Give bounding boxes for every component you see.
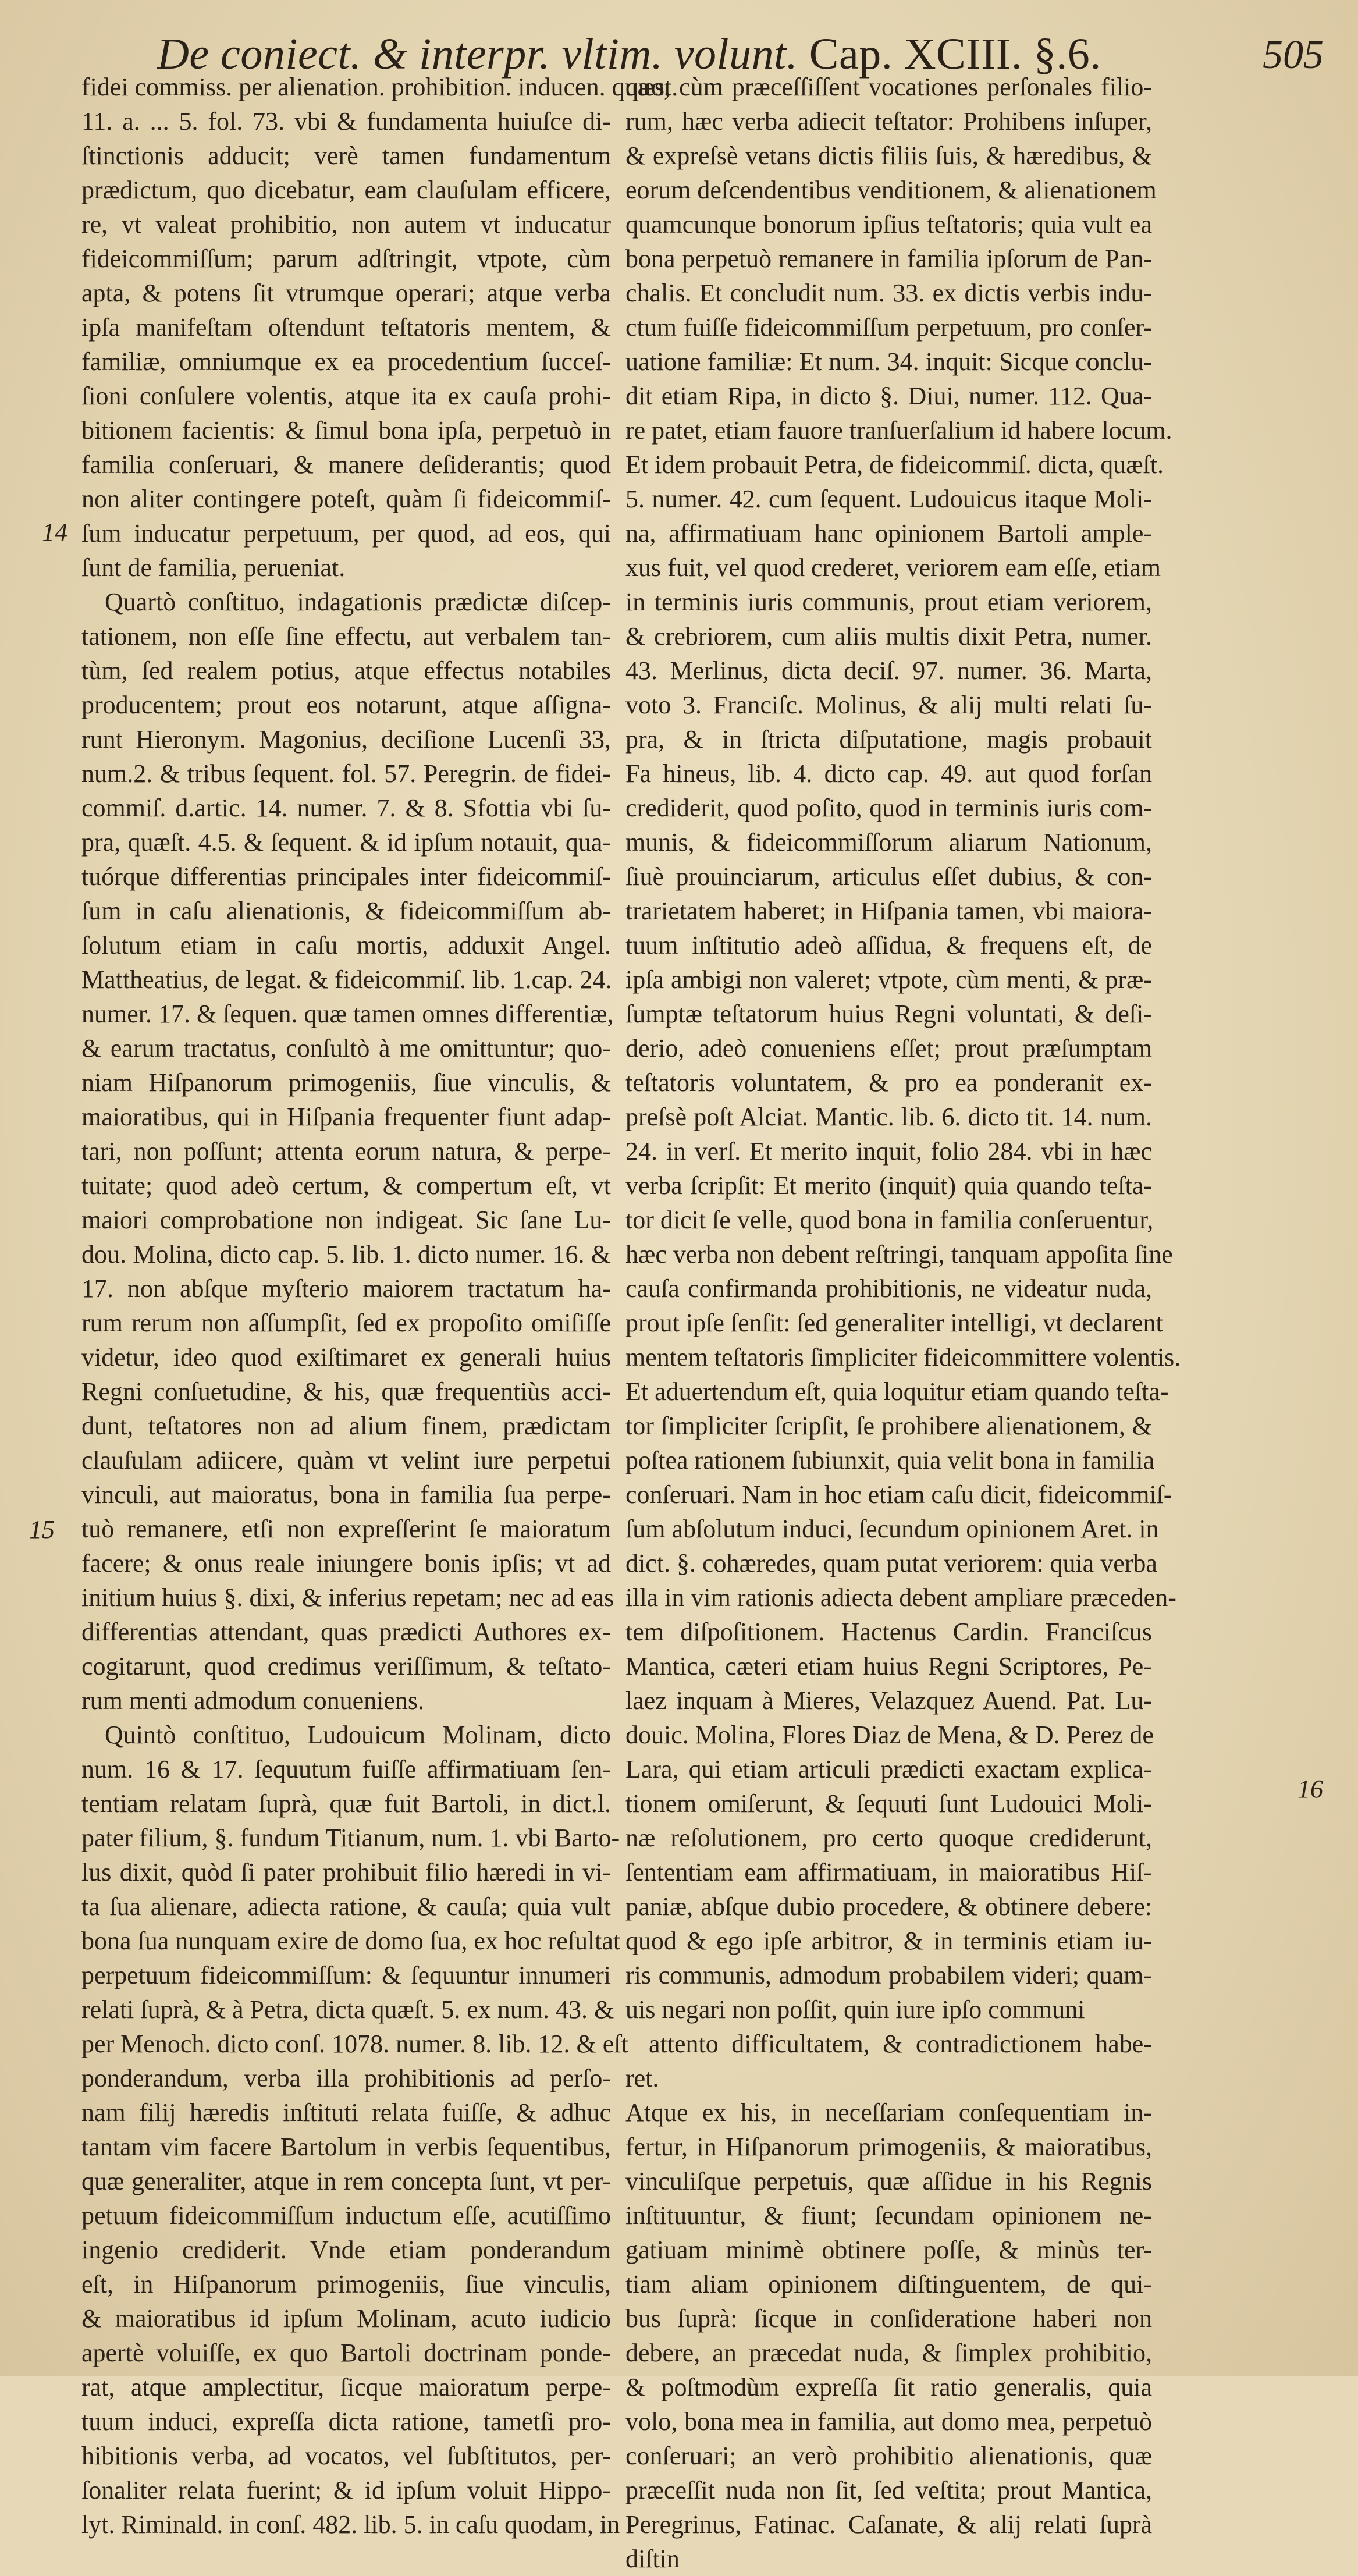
running-head-title: De coniect. & interpr. vltim. volunt.	[157, 30, 798, 79]
text-line: na, affirmatiuam hanc opinionem Bartoli ample-	[625, 519, 1152, 548]
text-line: ſioni conſulere volentis, atque ita ex cauſa prohi-	[81, 382, 611, 410]
text-line: 43. Merlinus, dicta deciſ. 97. numer. 36. Marta,	[625, 656, 1152, 685]
text-line: Peregrinus, Fatinac. Caſanate, & alij relati ſuprà	[625, 2510, 1152, 2539]
text-line: præceſſit nuda non ſit, ſed veſtita; prout Mantica,	[625, 2476, 1152, 2504]
text-line: conſeruari. Nam in hoc etiam caſu dicit, fideicommiſ-	[625, 1480, 1172, 1509]
text-line: bitionem facientis: & ſimul bona ipſa, perpetuò in	[81, 416, 611, 445]
text-line: tor dicit ſe velle, quod bona in familia conſeruentur,	[625, 1206, 1154, 1234]
text-line: dou. Molina, dicto cap. 5. lib. 1. dicto numer. 16. &	[81, 1240, 611, 1269]
text-line: quamcunque bonorum ipſius teſtatoris; quia vult ea	[625, 210, 1152, 239]
text-line: quod & ego ipſe arbitror, & in terminis etiam iu-	[625, 1927, 1152, 1955]
text-line: ta ſua alienare, adiecta ratione, & cauſa; quia vult	[81, 1892, 611, 1921]
text-line: familia conſeruari, & manere deſiderantis; quod	[81, 450, 611, 479]
text-line: Quartò conſtituo, indagationis prædictæ diſcep-	[105, 588, 611, 616]
text-line: tationem, non eſſe ſine effectu, aut verbalem tan-	[81, 622, 611, 651]
text-line: eorum deſcendentibus venditionem, & alienationem	[625, 176, 1157, 204]
text-line: cogitarunt, quod credimus veriſſimum, & teſtato-	[81, 1652, 611, 1680]
text-line: debere, an præcedat nuda, & ſimplex prohibitio,	[625, 2339, 1152, 2367]
chapter-reference: Cap. XCIII. §.6.	[809, 30, 1101, 79]
margin-number-16: 16	[1297, 1775, 1323, 1803]
text-line: Et aduertendum eſt, quia loquitur etiam quando teſta-	[625, 1377, 1169, 1406]
text-line: illa in vim rationis adiecta debent ampliare præceden-	[625, 1583, 1176, 1612]
text-line: familiæ, omniumque ex ea procedentium ſucceſ-	[81, 347, 611, 376]
text-line: tentiam relatam ſuprà, quæ fuit Bartoli, in dict.l.	[81, 1789, 611, 1818]
text-line: & maioratibus id ipſum Molinam, acuto iudicio	[81, 2304, 611, 2333]
text-line: & earum tractatus, conſultò à me omittuntur; quo-	[81, 1034, 611, 1063]
text-line: non aliter contingere poteſt, quàm ſi fideicommiſ-	[81, 485, 611, 513]
text-line: ſumptæ teſtatorum huius Regni voluntati, & deſi-	[625, 1000, 1152, 1028]
text-line: voto 3. Franciſc. Molinus, & alij multi relati ſu-	[625, 691, 1152, 719]
text-line: rat, atque amplectitur, ſicque maioratum perpe-	[81, 2373, 611, 2401]
text-line: Regni conſuetudine, & his, quæ frequentiùs acci-	[81, 1377, 611, 1406]
text-line: ſiuè prouinciarum, articulus eſſet dubius, & con-	[625, 862, 1152, 891]
text-line: preſsè poſt Alciat. Mantic. lib. 6. dicto tit. 14. num.	[625, 1103, 1152, 1131]
text-line: tiam aliam opinionem diſtinguentem, de qui-	[625, 2270, 1152, 2298]
text-line: vinculiſque perpetuis, quæ aſſidue in his Regnis	[625, 2167, 1152, 2195]
text-line: num. 16 & 17. ſequutum fuiſſe affirmatiuam ſen-	[81, 1755, 611, 1783]
text-line: ipſa manifeſtam oſtendunt teſtatoris mentem, &	[81, 313, 611, 342]
text-line: fidei commiss. per alienation. prohibition. inducen. quæst.	[81, 73, 678, 101]
text-line: videtur, ideo quod exiſtimaret ex generali huius	[81, 1343, 611, 1372]
text-line: facere; & onus reale iniungere bonis ipſis; vt ad	[81, 1549, 611, 1577]
text-line: tem diſpoſitionem. Hactenus Cardin. Franciſcus	[625, 1618, 1152, 1646]
text-line: apertè voluiſſe, ex quo Bartoli doctrinam ponde-	[81, 2339, 611, 2367]
text-line: tari, non poſſunt; attenta eorum natura, & perpe-	[81, 1137, 611, 1166]
left-text-column	[81, 70, 678, 2542]
text-line: rum menti admodum conueniens.	[81, 1686, 424, 1715]
text-line: per Menoch. dicto conſ. 1078. numer. 8. lib. 12. & eſt	[81, 2030, 628, 2058]
text-line: volo, bona mea in familia, aut domo mea, perpetuò	[625, 2407, 1152, 2436]
text-line: poſtea rationem ſubiunxit, quia velit bona in familia	[625, 1446, 1155, 1474]
text-line: munis, & fideicommiſſorum aliarum Nationum,	[625, 828, 1152, 857]
text-line: quo, cùm præceſſiſſent vocationes perſonales filio-	[625, 73, 1152, 101]
text-line: ſum inducatur perpetuum, per quod, ad eos, qui	[81, 519, 611, 548]
text-line: ipſa ambigi non valeret; vtpote, cùm menti, & præ-	[625, 965, 1152, 994]
text-line: attento difficultatem, & contradictionem habe-	[649, 2030, 1152, 2058]
text-line: differentias attendant, quas prædicti Authores ex-	[81, 1618, 611, 1646]
text-line: lyt. Riminald. in conſ. 482. lib. 5. in caſu quodam, in	[81, 2510, 620, 2539]
text-line: tuò remanere, etſi non expreſſerint ſe maioratum	[81, 1515, 611, 1543]
text-line: trarietatem haberet; in Hiſpania tamen, vbi maiora-	[625, 897, 1152, 925]
text-line: næ reſolutionem, pro certo quoque crediderunt,	[625, 1824, 1152, 1852]
text-line: fertur, in Hiſpanorum primogeniis, & maioratibus,	[625, 2133, 1152, 2161]
page-number: 505	[1263, 33, 1324, 77]
text-line: tor ſimpliciter ſcripſit, ſe prohibere alienationem, &	[625, 1412, 1152, 1440]
text-line: pra, & in ſtricta diſputatione, magis probauit	[625, 725, 1152, 754]
margin-number-14: 14	[42, 518, 67, 546]
text-line: ſum abſolutum induci, ſecundum opinionem Aret. in	[625, 1515, 1159, 1543]
text-line: paniæ, abſque dubio procedere, & obtinere debere:	[625, 1892, 1152, 1921]
text-line: ſum in caſu alienationis, & fideicommiſſum ab-	[81, 897, 611, 925]
text-line: rum, hæc verba adiecit teſtator: Prohibens inſuper,	[625, 107, 1152, 136]
text-line: uatione familiæ: Et num. 34. inquit: Sicque conclu-	[625, 347, 1152, 376]
text-line: cauſa confirmanda prohibitionis, ne videatur nuda,	[625, 1274, 1152, 1303]
text-line: bus ſuprà: ſicque in conſideratione haberi non	[625, 2304, 1152, 2333]
text-line: mentem teſtatoris ſimpliciter fideicommittere volentis.	[625, 1343, 1181, 1372]
text-line: ſonaliter relata fuerint; & id ipſum voluit Hippo-	[81, 2476, 611, 2504]
text-line: ingenio crediderit. Vnde etiam ponderandum	[81, 2236, 611, 2264]
text-line: Mattheatius, de legat. & fideicommiſ. lib. 1.cap. 24.	[81, 965, 612, 994]
text-line: derio, adeò conueniens eſſet; prout præſumptam	[625, 1034, 1152, 1063]
text-line: dict. §. cohæredes, quam putat veriorem: quia verba	[625, 1549, 1157, 1577]
text-line: num.2. & tribus ſequent. fol. 57. Peregrin. de fidei-	[81, 759, 611, 788]
text-line: ris communis, admodum probabilem videri; quam-	[625, 1961, 1152, 1989]
text-line: fideicommiſſum; parum adſtringit, vtpote, cùm	[81, 244, 611, 273]
text-line: chalis. Et concludit num. 33. ex dictis verbis indu-	[625, 279, 1152, 307]
text-line: tuórque differentias principales inter fideicommiſ-	[81, 862, 611, 891]
text-line: numer. 17. & ſequen. quæ tamen omnes differentiæ,	[81, 1000, 614, 1028]
text-line: maiori comprobatione non indigeat. Sic ſane Lu-	[81, 1206, 611, 1234]
text-line: ret.	[625, 2064, 659, 2092]
text-line: 24. in verſ. Et merito inquit, folio 284. vbi in hæc	[625, 1137, 1152, 1166]
text-line: tuum induci, expreſſa dicta ratione, tametſi pro-	[81, 2407, 611, 2436]
text-line: pater filium, §. fundum Titianum, num. 1. vbi Barto-	[81, 1824, 620, 1852]
text-line: in terminis iuris communis, prout etiam veriorem,	[625, 588, 1152, 616]
text-line: petuum fideicommiſſum inductum eſſe, acutiſſimo	[81, 2201, 611, 2230]
text-line: tionem omiſerunt, & ſequuti ſunt Ludouici Moli-	[625, 1789, 1152, 1818]
text-line: xus fuit, vel quod crederet, veriorem eam eſſe, etiam	[625, 553, 1161, 582]
text-line: & poſtmodùm expreſſa ſit ratio generalis, quia	[625, 2373, 1152, 2401]
text-line: producentem; prout eos notarunt, atque aſſigna-	[81, 691, 611, 719]
text-line: verba ſcripſit: Et merito (inquit) quia quando teſta-	[625, 1171, 1152, 1200]
text-line: dit etiam Ripa, in dicto §. Diui, numer. 112. Qua-	[625, 382, 1152, 410]
text-line: ponderandum, verba illa prohibitionis ad perſo-	[81, 2064, 611, 2092]
text-line: hibitionis verba, ad vocatos, vel ſubſtitutos, per-	[81, 2442, 611, 2470]
text-line: commiſ. d.artic. 14. numer. 7. & 8. Sfottia vbi ſu-	[81, 794, 611, 822]
text-line: Atque ex his, in neceſſariam conſequentiam in-	[625, 2098, 1152, 2127]
text-line: relati ſuprà, & à Petra, dicta quæſt. 5. ex num. 43. &	[81, 1995, 614, 2024]
text-line: 17. non abſque myſterio maiorem tractatum ha-	[81, 1274, 611, 1303]
text-line: vinculi, aut maioratus, bona in familia ſua perpe-	[81, 1480, 611, 1509]
text-line: quæ generaliter, atque in rem concepta ſunt, vt per-	[81, 2167, 611, 2195]
text-line: douic. Molina, Flores Diaz de Mena, & D. Perez de	[625, 1721, 1154, 1749]
text-line: maioratibus, qui in Hiſpania frequenter fiunt adap-	[81, 1103, 611, 1131]
text-line: teſtatoris voluntatem, & pro ea ponderanit ex-	[625, 1068, 1152, 1097]
text-line: 11. a. ... 5. fol. 73. vbi & fundamenta huiuſce di-	[81, 107, 611, 136]
text-line: hæc verba non debent reſtringi, tanquam appoſita ſine	[625, 1240, 1173, 1269]
text-line: & crebriorem, cum aliis multis dixit Petra, numer.	[625, 622, 1152, 651]
text-line: dunt, teſtatores non ad alium finem, prædictam	[81, 1412, 611, 1440]
text-line: ſententiam eam affirmatiuam, in maioratibus Hiſ-	[625, 1858, 1152, 1886]
text-line: conſeruari; an verò prohibitio alienationis, quæ	[625, 2442, 1152, 2470]
text-line: uis negari non poſſit, quin iure ipſo communi	[625, 1995, 1085, 2024]
text-line: tantam vim facere Bartolum in verbis ſequentibus,	[81, 2133, 611, 2161]
text-line: re patet, etiam fauore tranſuerſalium id habere locum.	[625, 416, 1172, 445]
text-line: runt Hieronym. Magonius, deciſione Lucenſi 33,	[81, 725, 611, 754]
text-line: ſunt de familia, perueniat.	[81, 553, 346, 582]
right-text-column	[625, 70, 1181, 2576]
text-line: ſtinctionis adducit; verè tamen fundamentum	[81, 141, 611, 170]
margin-number-15: 15	[29, 1515, 55, 1544]
text-line: apta, & potens ſit vtrumque operari; atque verba	[81, 279, 611, 307]
text-line: prædictum, quo dicebatur, eam clauſulam efficere,	[81, 176, 611, 204]
text-line: lus dixit, quòd ſi pater prohibuit filio hæredi in vi-	[81, 1858, 611, 1886]
text-line: perpetuum fideicommiſſum: & ſequuntur innumeri	[81, 1961, 611, 1989]
text-line: ctum fuiſſe fideicommiſſum perpetuum, pro conſer-	[625, 313, 1152, 342]
text-line: Lara, qui etiam articuli prædicti exactam explica-	[625, 1755, 1152, 1783]
text-line: Fa hineus, lib. 4. dicto cap. 49. aut quod forſan	[625, 759, 1152, 788]
text-line: Mantica, cæteri etiam huius Regni Scriptores, Pe-	[625, 1652, 1152, 1680]
text-line: rum rerum non aſſumpſit, ſed ex propoſito omiſiſſe	[81, 1309, 611, 1337]
text-line: prout ipſe ſenſit: ſed generaliter intelligi, vt declarent	[625, 1309, 1163, 1337]
text-line: pra, quæſt. 4.5. & ſequent. & id ipſum notauit, qua-	[81, 828, 611, 857]
text-line: bona ſua nunquam exire de domo ſua, ex hoc reſultat	[81, 1927, 621, 1955]
text-line: gatiuam minimè obtinere poſſe, & minùs ter-	[625, 2236, 1152, 2264]
text-line: tùm, ſed realem potius, atque effectus notabiles	[81, 656, 611, 685]
text-line: laez inquam à Mieres, Velazquez Auend. Pat. Lu-	[625, 1686, 1152, 1715]
text-line: nam filij hæredis inſtituti relata fuiſſe, & adhuc	[81, 2098, 611, 2127]
text-line: diſtin	[625, 2545, 680, 2573]
text-line: tuum inſtitutio adeò aſſidua, & frequens eſt, de	[625, 931, 1152, 960]
text-line: ſolutum etiam in caſu mortis, adduxit Angel.	[81, 931, 611, 960]
text-line: 5. numer. 42. cum ſequent. Ludouicus itaque Moli-	[625, 485, 1152, 513]
text-line: initium huius §. dixi, & inferius repetam; nec ad eas	[81, 1583, 614, 1612]
text-line: Quintò conſtituo, Ludouicum Molinam, dicto	[105, 1721, 611, 1749]
text-line: crediderit, quod poſito, quod in terminis iuris com-	[625, 794, 1152, 822]
text-line: tuitate; quod adeò certum, & compertum eſt, vt	[81, 1171, 611, 1200]
text-line: niam Hiſpanorum primogeniis, ſiue vinculis, &	[81, 1068, 611, 1097]
text-line: bona perpetuò remanere in familia ipſorum de Pan-	[625, 244, 1152, 273]
text-line: Et idem probauit Petra, de fideicommiſ. dicta, quæſt.	[625, 450, 1164, 479]
text-line: re, vt valeat prohibitio, non autem vt inducatur	[81, 210, 611, 239]
text-line: clauſulam adiicere, quàm vt velint iure perpetui	[81, 1446, 611, 1474]
text-line: eſt, in Hiſpanorum primogeniis, ſiue vinculis,	[81, 2270, 611, 2298]
text-line: inſtituuntur, & fiunt; ſecundam opinionem ne-	[625, 2201, 1152, 2230]
text-line: & expreſsè vetans dictis filiis ſuis, & hæredibus, &	[625, 141, 1152, 170]
